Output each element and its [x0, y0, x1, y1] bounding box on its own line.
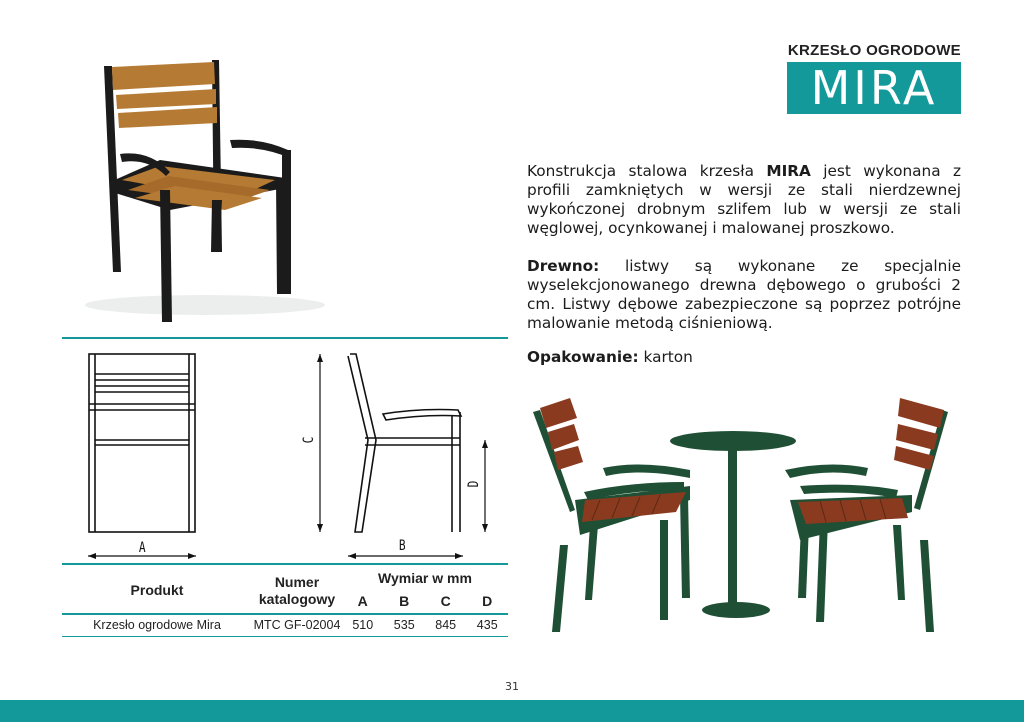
dim-header-b: B — [399, 592, 410, 609]
column-header-product: Produkt — [130, 581, 184, 598]
wood-label: Drewno: — [527, 257, 600, 275]
dimension-label-d: D — [466, 480, 483, 488]
dimension-label-a: A — [138, 540, 146, 556]
product-category: KRZESŁO OGRODOWE — [787, 42, 961, 59]
column-header-dimensions: Wymiar w mm — [378, 570, 472, 586]
footer-bar — [0, 700, 1024, 722]
brand-name: MIRA — [810, 61, 938, 115]
construction-text-2: jest wykonana z profili zamkniętych w wersji ze stali nierdzewnej wykończonej drobnym szlifem lub w wersji ze stali węglowej, ocynkowanej i malowanej proszkowo. — [527, 162, 961, 237]
dim-header-d: D — [482, 592, 493, 609]
packaging-text: karton — [638, 348, 693, 366]
wood-text: listwy są wykonane ze specjalnie wyselekcjonowanego drewna dębowego o grubości 2 cm. Listwy dębowe zabezpieczone są poprzez potrójne malowanie metodą ciśnieniową. — [527, 257, 961, 332]
wood-description — [527, 257, 961, 333]
cell-product: Krzesło ogrodowe Mira — [93, 618, 221, 633]
packaging-label: Opakowanie: — [527, 348, 639, 366]
dimension-label-c: C — [301, 436, 318, 444]
construction-description — [527, 162, 961, 238]
column-header-catalog: Numer katalogowy — [258, 573, 336, 607]
cell-dim-a: 510 — [352, 618, 374, 633]
cell-catalog: MTC GF-02004 — [253, 618, 341, 633]
dimension-label-b: B — [398, 538, 406, 554]
cell-dim-d: 435 — [476, 618, 498, 633]
dim-header-c: C — [440, 592, 451, 609]
packaging-description — [527, 348, 961, 367]
page-number: 31 — [505, 680, 519, 693]
dim-header-a: A — [357, 592, 368, 609]
specification-table — [62, 566, 508, 637]
table-top-divider — [62, 563, 508, 565]
cell-dim-b: 535 — [393, 618, 415, 633]
construction-product-name: MIRA — [766, 162, 811, 180]
table-row — [62, 614, 508, 636]
brand-logo — [787, 62, 961, 114]
section-divider — [62, 337, 508, 339]
construction-text-1: Konstrukcja stalowa krzesła — [527, 162, 767, 180]
cell-dim-c: 845 — [435, 618, 457, 633]
